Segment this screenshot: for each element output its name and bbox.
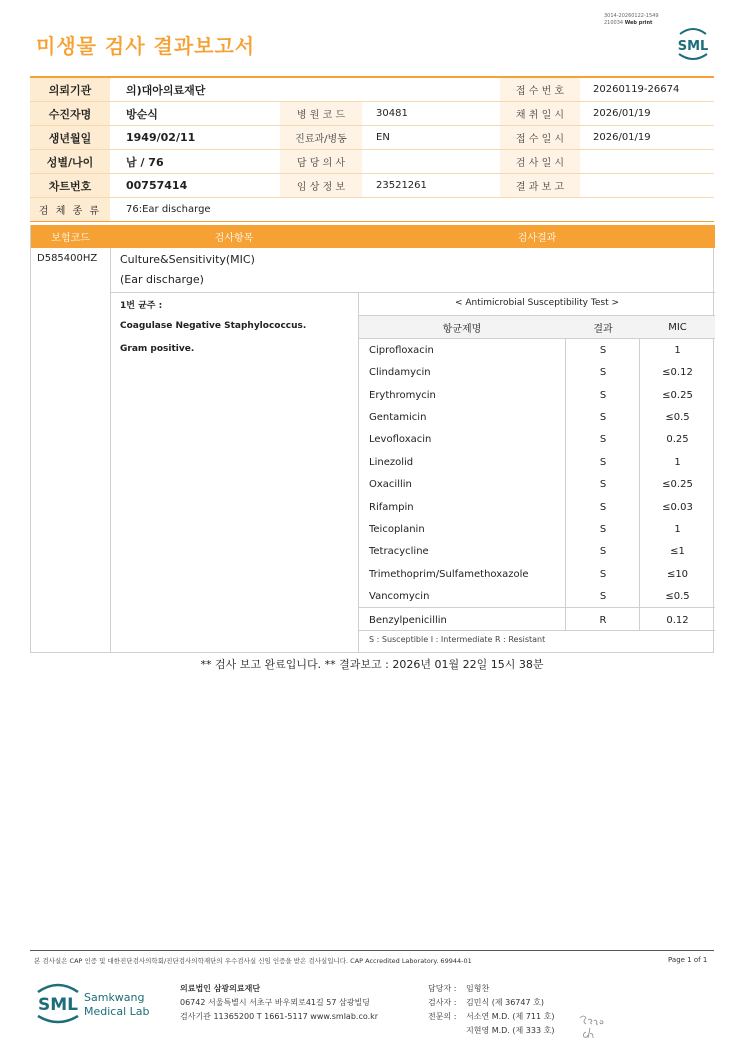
info-label: 생년월일 — [30, 126, 110, 149]
ast-mic: ≤0.03 — [662, 501, 693, 513]
org-info — [180, 982, 378, 1024]
ast-result: S — [599, 434, 607, 446]
info-value: 2026/01/19 — [593, 108, 651, 119]
ast-result: R — [599, 614, 607, 626]
completion-note: ** 검사 보고 완료입니다. ** 결과보고 : 2026년 01월 22일 15시 38분 — [200, 658, 544, 671]
info-label: 임 상 정 보 — [280, 174, 362, 197]
top-logo-text: SML — [677, 39, 709, 54]
ast-row — [359, 609, 715, 632]
ast-result: S — [599, 344, 607, 356]
org-name: 의료법인 삼광의료재단 — [180, 984, 261, 993]
ast-mic: 1 — [674, 344, 681, 356]
info-value: 30481 — [376, 108, 408, 119]
ast-row — [359, 563, 715, 586]
print-id — [604, 13, 659, 27]
ast-row — [359, 585, 715, 608]
test-name: Culture&Sensitivity(MIC) — [120, 253, 255, 266]
footer-divider — [30, 950, 714, 951]
ast-row — [359, 339, 715, 362]
info-row — [30, 126, 714, 150]
insurance-code: D585400HZ — [37, 253, 98, 264]
footer-logo-text: SML — [38, 995, 78, 1015]
staff-line — [428, 982, 554, 996]
staff-role: 전문의 : — [428, 1012, 457, 1021]
ast-mic: 1 — [674, 456, 681, 468]
test-specimen: (Ear discharge) — [120, 273, 204, 286]
ast-result: S — [599, 501, 607, 513]
ast-mic: ≤0.5 — [665, 591, 690, 603]
info-label: 병 원 코 드 — [280, 102, 362, 125]
staff-name: 김민식 (제 36747 호) — [466, 998, 544, 1007]
ast-drug: Benzylpenicillin — [369, 614, 447, 626]
ast-mic: ≤0.25 — [662, 389, 693, 401]
organism-label: 1번 균주 : — [120, 301, 163, 311]
org-address: 06742 서울특별시 서초구 바우뫼로41길 57 삼광빌딩 — [180, 998, 370, 1007]
staff-line — [428, 1010, 554, 1024]
cert-text: 본 검사실은 CAP 인증 및 대한진단검사의학회/진단검사의학재단의 우수검사실 신임 인증을 받은 검사실입니다. CAP Accredited Laboratory. 69944-01 — [34, 957, 472, 965]
header-code: 보험코드 — [51, 233, 90, 244]
staff-info — [428, 982, 554, 1038]
ast-mic: ≤0.12 — [662, 367, 693, 379]
ast-row — [359, 406, 715, 429]
ast-legend: S : Susceptible I : Intermediate R : Resistant — [369, 635, 546, 644]
ast-row — [359, 451, 715, 474]
info-row — [30, 174, 714, 198]
ast-mic: ≤10 — [666, 568, 689, 580]
print-id-prefix: 210034 — [604, 20, 624, 26]
ast-row — [359, 496, 715, 519]
info-value: 23521261 — [376, 180, 427, 191]
samkwang-logo-icon — [36, 980, 166, 1026]
staff-line — [428, 1024, 554, 1038]
ast-col-mic: MIC — [668, 321, 687, 333]
ast-drug: Erythromycin — [369, 389, 436, 401]
info-label: 의뢰기관 — [30, 78, 110, 101]
info-value: EN — [376, 132, 390, 143]
ast-mic: ≤0.5 — [665, 411, 690, 423]
sml-logo-icon — [674, 26, 712, 62]
results-header — [31, 225, 715, 248]
info-label: 접 수 일 시 — [500, 126, 580, 149]
ast-row — [359, 518, 715, 541]
ast-title: < Antimicrobial Susceptibility Test > — [455, 298, 619, 308]
info-row — [30, 76, 714, 102]
ast-result: S — [599, 546, 607, 558]
ast-drug: Rifampin — [369, 501, 414, 513]
ast-row — [359, 429, 715, 452]
print-id-suffix: Web print — [624, 20, 653, 26]
info-label: 채 취 일 시 — [500, 102, 580, 125]
info-label: 진료과/병동 — [280, 126, 362, 149]
results-table — [30, 225, 714, 653]
header-item: 검사항목 — [214, 233, 254, 244]
ast-col-drug: 항균제명 — [442, 323, 482, 335]
page-number: Page 1 of 1 — [668, 956, 708, 964]
ast-result: S — [599, 367, 607, 379]
info-label: 검 체 종 류 — [30, 198, 110, 221]
info-row — [30, 102, 714, 126]
ast-drug: Oxacillin — [369, 479, 412, 491]
ast-result: S — [599, 411, 607, 423]
ast-result: S — [599, 591, 607, 603]
info-label: 결 과 보 고 — [500, 174, 580, 197]
ast-mic: 0.25 — [666, 434, 689, 446]
ast-drug: Trimethoprim/Sulfamethoxazole — [369, 568, 529, 580]
ast-column-header — [359, 316, 715, 338]
info-value: 방순식 — [126, 107, 158, 121]
ast-drug: Teicoplanin — [369, 523, 425, 535]
info-label: 수진자명 — [30, 102, 110, 125]
ast-mic: 0.12 — [666, 614, 689, 626]
footer-logo-sub2: Medical Lab — [84, 1005, 150, 1018]
staff-name: 임형찬 — [466, 984, 490, 993]
staff-role: 담당자 : — [428, 984, 457, 993]
ast-mic: ≤1 — [670, 546, 685, 558]
info-value: 남 / 76 — [126, 155, 164, 169]
ast-result: S — [599, 479, 607, 491]
staff-line — [428, 996, 554, 1010]
ast-row — [359, 361, 715, 384]
info-label: 성별/나이 — [30, 150, 110, 173]
staff-role: 검사자 : — [428, 998, 457, 1007]
header-result: 검사결과 — [517, 233, 557, 244]
ast-result: S — [599, 456, 607, 468]
info-label: 차트번호 — [30, 174, 110, 197]
info-row — [30, 150, 714, 174]
ast-result: S — [599, 389, 607, 401]
ast-drug: Gentamicin — [369, 411, 427, 423]
ast-col-result: 결과 — [593, 323, 613, 335]
ast-drug: Linezolid — [369, 456, 414, 468]
ast-drug: Levofloxacin — [369, 434, 432, 446]
ast-mic: 1 — [674, 523, 681, 535]
info-value: 20260119-26674 — [593, 84, 680, 95]
ast-drug: Clindamycin — [369, 367, 431, 379]
info-value: 76:Ear discharge — [126, 204, 211, 215]
ast-row — [359, 384, 715, 407]
staff-name: 서소연 M.D. (제 711 호) — [466, 1012, 555, 1021]
ast-drug: Ciprofloxacin — [369, 344, 434, 356]
info-value: 의)대아의료재단 — [126, 83, 206, 97]
info-label: 담 당 의 사 — [280, 150, 362, 173]
info-label: 검 사 일 시 — [500, 150, 580, 173]
info-value: 2026/01/19 — [593, 132, 651, 143]
ast-drug: Tetracycline — [369, 546, 429, 558]
ast-result: S — [599, 523, 607, 535]
ast-row — [359, 473, 715, 496]
info-value: 1949/02/11 — [126, 131, 196, 144]
info-value: 00757414 — [126, 179, 188, 192]
ast-result: S — [599, 568, 607, 580]
footer-logo-sub1: Samkwang — [84, 991, 145, 1004]
organism-gram: Gram positive. — [120, 344, 195, 354]
ast-drug: Vancomycin — [369, 591, 430, 603]
report-title: 미생물 검사 결과보고서 — [36, 34, 256, 58]
org-contact: 검사기관 11365200 T 1661-5117 www.smlab.co.kr — [180, 1012, 379, 1021]
ast-row — [359, 541, 715, 564]
signature-icon — [576, 1010, 610, 1040]
patient-info-table — [30, 76, 714, 222]
info-label: 접 수 번 호 — [500, 78, 580, 101]
organism-name: Coagulase Negative Staphylococcus. — [120, 321, 307, 331]
ast-mic: ≤0.25 — [662, 479, 693, 491]
staff-name: 지현영 M.D. (제 333 호) — [466, 1026, 555, 1035]
print-id-line1: 3014-20260122-1549 — [604, 13, 659, 19]
info-row — [30, 198, 714, 222]
